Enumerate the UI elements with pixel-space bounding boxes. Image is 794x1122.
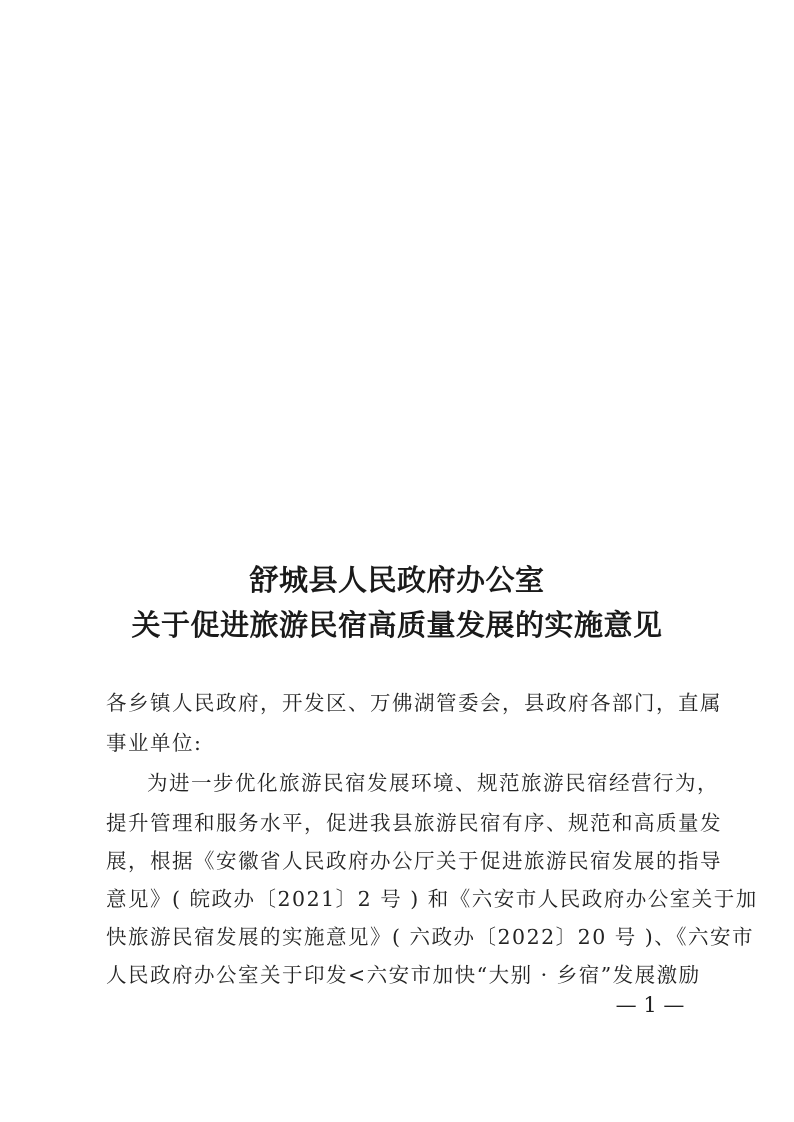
document-title-issuer: 舒城县人民政府办公室 [249, 563, 545, 597]
page-number: — 1 — [615, 993, 685, 1017]
paragraph-line-6: 人民政府办公室关于印发<六安市加快“大别 · 乡宿”发展激励 [106, 963, 701, 987]
document-title-subject: 关于促进旅游民宿高质量发展的实施意见 [131, 608, 663, 642]
paragraph-line-1: 为进一步优化旅游民宿发展环境、规范旅游民宿经营行为， [147, 771, 719, 795]
paragraph-line-4: 意见》( 皖政办〔2021〕2 号 ) 和《六安市人民政府办公室关于加 [106, 887, 758, 911]
paragraph-line-5: 快旅游民宿发展的实施意见》( 六政办〔2022〕20 号 )、《六安市 [106, 925, 755, 949]
addressee-line-2: 事业单位: [106, 731, 203, 755]
paragraph-line-2: 提升管理和服务水平，促进我县旅游民宿有序、规范和高质量发 [106, 811, 722, 835]
addressee-line-1: 各乡镇人民政府，开发区、万佛湖管委会，县政府各部门，直属 [106, 691, 722, 715]
paragraph-line-3: 展，根据《安徽省人民政府办公厅关于促进旅游民宿发展的指导 [106, 849, 722, 873]
